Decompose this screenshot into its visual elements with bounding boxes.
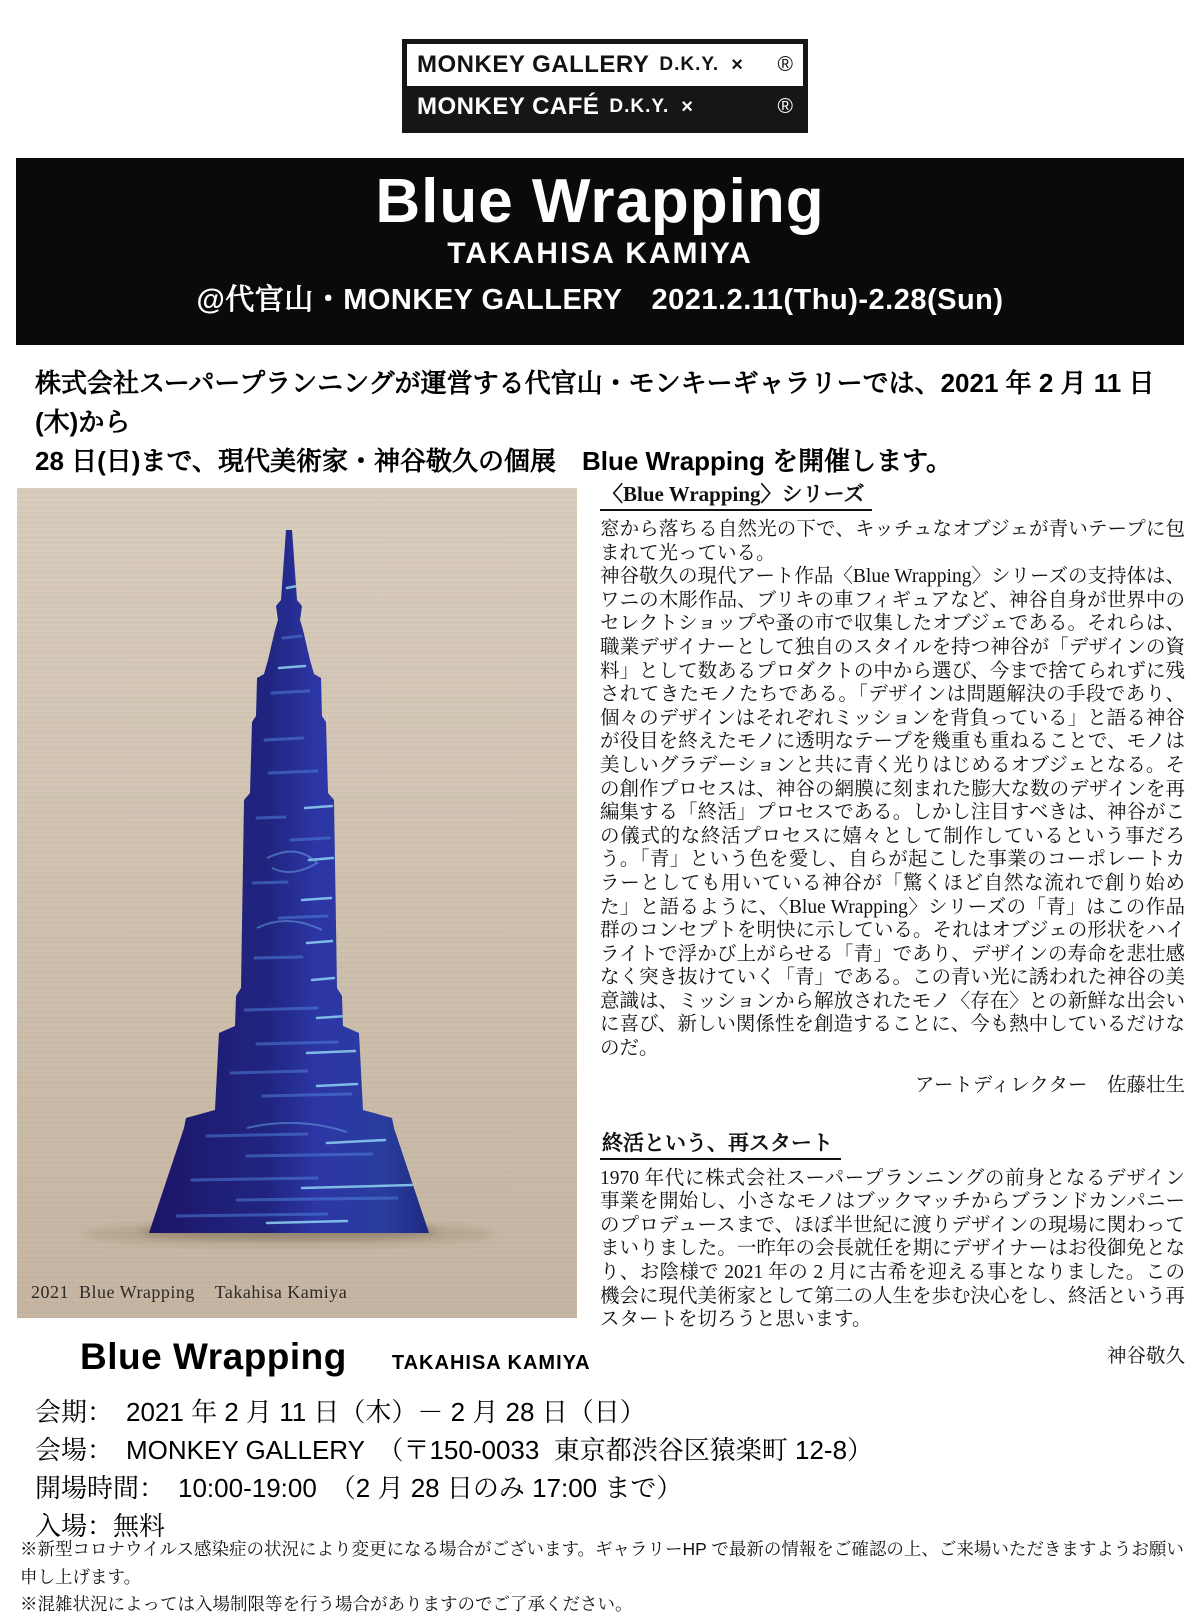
detail-admission-label: 入場：: [35, 1511, 114, 1541]
intro-line-1: 株式会社スーパープランニングが運営する代官山・モンキーギャラリーでは、2021 年 2 月 11 日(木)から: [35, 368, 1155, 437]
bottom-exhibition-title: Blue Wrapping: [80, 1336, 347, 1377]
artist-name: TAKAHISA KAMIYA: [447, 237, 753, 271]
intro-line-2: 28 日(日)まで、現代美術家・神谷敬久の個展 Blue Wrapping を開催します。: [35, 446, 953, 476]
gallery-dky-label: D.K.Y.: [659, 54, 720, 75]
covid-note: ※新型コロナウイルス感染症の状況により変更になる場合がございます。ギャラリーHP で最新の情報をご確認の上、ご来場いただきますようお願い申し上げます。: [20, 1539, 1184, 1587]
monkey-gallery-logo-text: MONKEY GALLERY: [417, 51, 650, 78]
monkey-logo-box: [402, 39, 808, 133]
detail-hours: [35, 1469, 873, 1507]
series-attribution: アートディレクター 佐藤壮生: [914, 1074, 1185, 1096]
intro-paragraph: [35, 364, 1175, 481]
restart-paragraph-1: 1970 年代に株式会社スーパープランニングの前身となるデザイン事業を開始し、小さなモノはブックマッチからブランドカンパニーのプロデュースまで、ほぼ半世紀に渡りデザインの現場に関わってまいりました。一昨年の会長就任を期にデザイナーはお役御免となり、お陰様で 2021 年の 2 月に古希を迎える事となりました。この機会に現代美術家として第二の人生を歩む決心をし、終活という再スタートを切ろうと思います。: [600, 1167, 1186, 1331]
congestion-note: ※混雑状況によっては入場制限等を行う場合がありますのでご了承ください。: [20, 1594, 633, 1614]
footer-notes: [20, 1536, 1190, 1619]
restart-section-heading: 終活という、再スタート: [600, 1127, 841, 1160]
artwork-photo: [17, 488, 577, 1318]
article-column: [600, 478, 1185, 1368]
restart-section-body: [600, 1167, 1185, 1332]
restart-section: [600, 1127, 1185, 1368]
monkey-cafe-logo-row: [407, 86, 803, 128]
detail-venue: [35, 1431, 873, 1469]
series-section-body: [600, 518, 1185, 1061]
series-section-heading: 〈Blue Wrapping〉シリーズ: [600, 478, 872, 511]
detail-venue-value: MONKEY GALLERY （〒150-0033 東京都渋谷区猿楽町 12-8）: [100, 1435, 874, 1465]
registered-trademark-icon: ®: [777, 95, 793, 118]
detail-dates-label: 会期：: [35, 1397, 101, 1427]
registered-trademark-icon: ®: [777, 53, 793, 76]
blue-sculpture-image: [17, 488, 577, 1318]
monkey-gallery-logo-row: [407, 44, 803, 86]
exhibition-title: Blue Wrapping: [375, 167, 825, 236]
monkey-cafe-logo-text: MONKEY CAFÉ: [417, 93, 600, 120]
photo-caption: 2021 Blue Wrapping Takahisa Kamiya: [31, 1282, 348, 1302]
cafe-dky-label: D.K.Y.: [609, 96, 670, 117]
series-section: [600, 478, 1185, 1097]
title-banner: [16, 158, 1184, 345]
cross-icon: ×: [681, 95, 693, 118]
series-paragraph-1: 窓から落ちる自然光の下で、キッチュなオブジェが青いテープに包まれて光っている。: [600, 519, 1185, 564]
detail-hours-label: 開場時間：: [35, 1473, 153, 1503]
detail-dates: [35, 1393, 873, 1431]
venue-and-dates: @代官山・MONKEY GALLERY 2021.2.11(Thu)-2.28(Sun): [196, 284, 1004, 317]
series-paragraph-2: 神谷敬久の現代アート作品〈Blue Wrapping〉シリーズの支持体は、ワニの木彫作品、ブリキの車フィギュアなど、神谷自身が世界中のセレクトショップや蚤の市で収集したオブジェである。それらは、職業デザイナーとして独自のスタイルを持つ神谷が「デザインの資料」として数あるプロダクトの中から選び、今まで捨てられずに残されてきたモノたちである。「デザインは問題解決の手段であり、個々のデザインはそれぞれミッションを背負っている」と語る神谷が役目を終えたモノに透明なテープを幾重も重ねることで、モノは美しいグラデーションと共に青く光りはじめるオブジェとなる。その創作プロセスは、神谷の網膜に刻まれた膨大な数のデザインを再編集する「終活」プロセスである。しかし注目すべきは、神谷がこの儀式的な終活プロセスに嬉々として制作しているという事だろう。「青」という色を愛し、自らが起こした事業のコーポレートカラーとしても用いている神谷が「驚くほど自然な流れで創り始めた」と語るように、〈Blue Wrapping〉シリーズの「青」はこの作品群のコンセプトを明快に示している。それはオブジェの形状をハイライトで浮かび上がらせる「青」であり、デザインの寿命を悲壮感なく突き抜けていく「青」である。この青い光に誘われた神谷の美意識は、ミッションから解放されたモノ〈存在〉との新鮮な出会いに喜び、新しい関係性を創造することに、今も熱中しているだけなのだ。: [600, 566, 1186, 1060]
detail-dates-value: 2021 年 2 月 11 日（木）－ 2 月 28 日（日）: [100, 1397, 646, 1427]
exhibition-details: [35, 1393, 873, 1545]
detail-venue-label: 会場：: [35, 1435, 101, 1465]
detail-hours-value: 10:00-19:00 （2 月 28 日のみ 17:00 まで）: [152, 1473, 683, 1503]
bottom-title-row: [80, 1336, 591, 1378]
detail-admission-value: 無料: [113, 1511, 166, 1541]
restart-attribution: 神谷敬久: [1106, 1345, 1185, 1367]
bottom-artist-name: TAKAHISA KAMIYA: [391, 1352, 591, 1374]
cross-icon: ×: [731, 53, 743, 76]
